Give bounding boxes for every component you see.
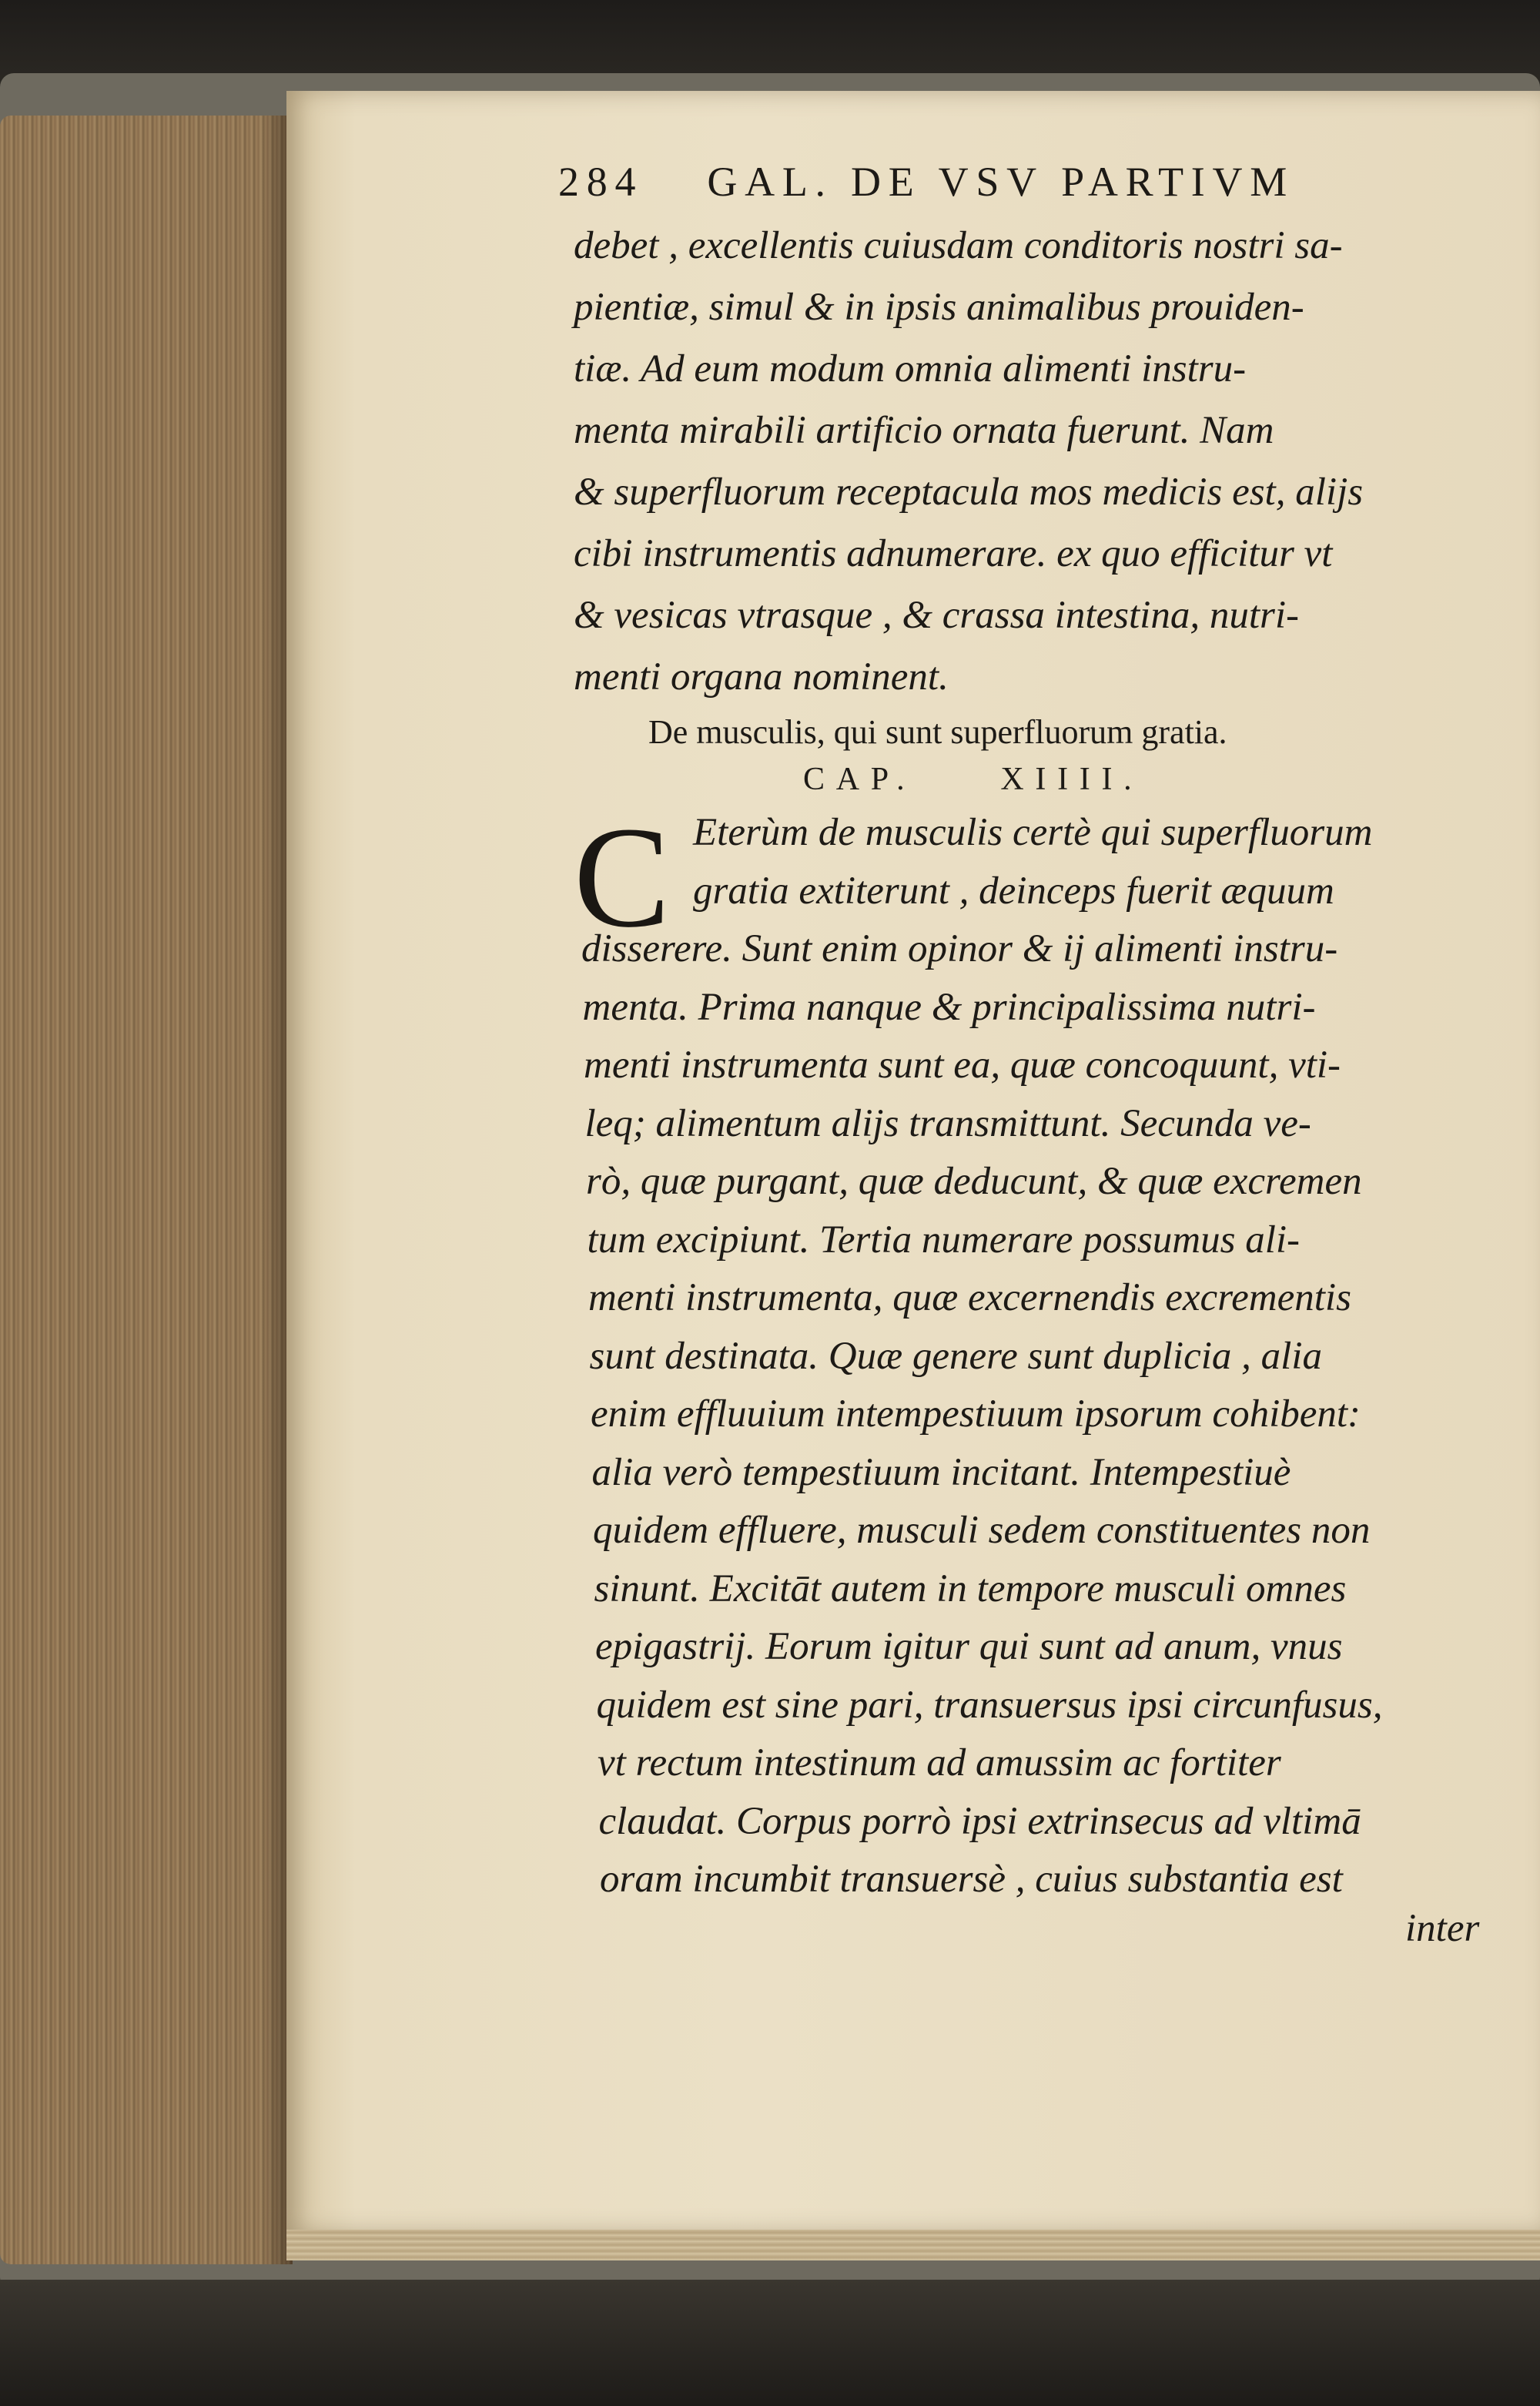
text-line: vt rectum intestinum ad amussim ac fortiter — [598, 1741, 1281, 1784]
text-line: & vesicas vtrasque , & crassa intestina, nutri- — [574, 594, 1300, 637]
text-line: epigastrij. Eorum igitur qui sunt ad anum, vnus — [595, 1625, 1343, 1668]
text-line: menta. Prima nanque & principalissima nutri- — [582, 985, 1316, 1029]
background-bottom — [0, 2280, 1540, 2406]
running-head — [558, 158, 1294, 206]
chapter-number: XIIII. — [1000, 762, 1143, 797]
background-top — [0, 0, 1540, 85]
text-line: quidem est sine pari, transuersus ipsi circunfusus, — [596, 1683, 1383, 1727]
text-line: enim effluuium intempestiuum ipsorum cohibent: — [591, 1392, 1361, 1436]
text-line: rò, quæ purgant, quæ deducunt, & quæ excremen — [586, 1160, 1362, 1203]
text-line: quidem effluere, musculi sedem constituentes non — [593, 1509, 1371, 1552]
text-line: claudat. Corpus porrò ipsi extrinsecus ad vltimā — [598, 1799, 1361, 1843]
text-line: debet , excellentis cuiusdam conditoris nostri sa- — [574, 224, 1343, 267]
text-line: tum excipiunt. Tertia numerare possumus ali- — [587, 1218, 1301, 1262]
text-line: sunt destinata. Quæ genere sunt duplicia , alia — [589, 1334, 1322, 1378]
text-line: disserere. Sunt enim opinor & ij alimenti instru- — [581, 927, 1338, 970]
folio-number: 284 — [558, 159, 644, 205]
text-line: cibi instrumentis adnumerare. ex quo efficitur vt — [574, 532, 1333, 575]
text-line: tiæ. Ad eum modum omnia alimenti instru- — [574, 347, 1247, 390]
text-line: sinunt. Excitāt autem in tempore musculi omnes — [594, 1567, 1347, 1610]
text-line: pientiæ, simul & in ipsis animalibus prouiden- — [574, 286, 1304, 329]
page-stack-edge — [0, 116, 293, 2264]
text-line: oram incumbit transuersè , cuius substantia est — [600, 1858, 1343, 1901]
text-line: gratia extiterunt , deinceps fuerit æquum — [693, 869, 1334, 913]
text-line: alia verò tempestiuum incitant. Intempestiuè — [591, 1450, 1291, 1494]
text-line: Eterùm de musculis certè qui superfluorum — [693, 811, 1373, 854]
running-head-title: GAL. DE VSV PARTIVM — [707, 159, 1294, 205]
text-line: & superfluorum receptacula mos medicis est, alijs — [574, 471, 1364, 514]
chapter-label: CAP. — [803, 762, 916, 797]
section-title: De musculis, qui sunt superfluorum gratia. — [648, 713, 1227, 751]
text-line: menta mirabili artificio ornata fuerunt. Nam — [574, 409, 1274, 452]
drop-cap: C — [574, 796, 671, 957]
text-line: menti instrumenta sunt ea, quæ concoquunt, vti- — [584, 1044, 1341, 1087]
text-line: menti instrumenta, quæ excernendis excrementis — [588, 1276, 1351, 1319]
catchword: inter — [1405, 1907, 1480, 1950]
chapter-heading — [803, 761, 1143, 798]
text-line: menti organa nominent. — [574, 655, 949, 699]
page-bottom-edge — [286, 2230, 1540, 2260]
text-line: leq; alimentum alijs transmittunt. Secunda ve- — [584, 1101, 1311, 1145]
